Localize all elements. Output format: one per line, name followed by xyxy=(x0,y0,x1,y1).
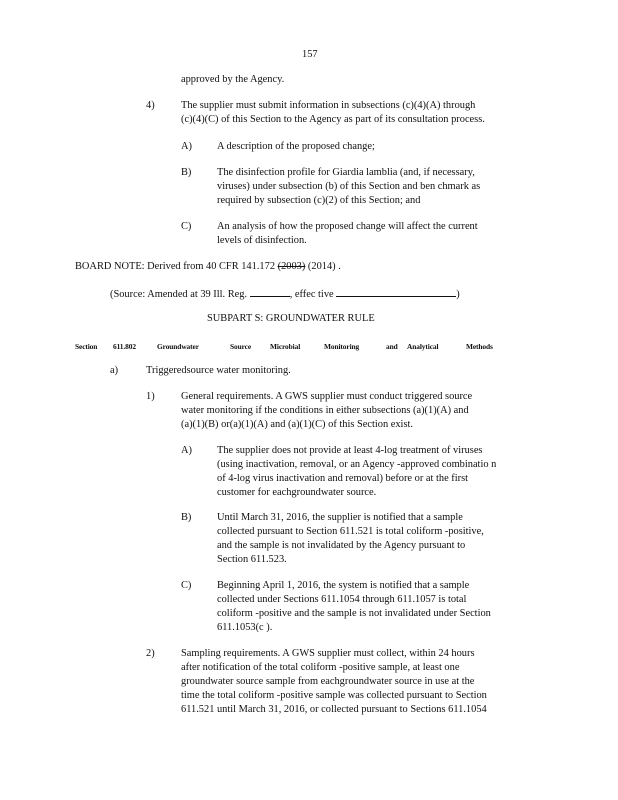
text-line: Section 611.523. xyxy=(217,554,287,565)
text-line: coliform -positive and the sample is not invalidated under Section xyxy=(217,608,491,619)
board-note xyxy=(75,260,341,274)
text-line: Until March 31, 2016, the supplier is notified that a sample xyxy=(217,512,463,523)
source-text: (Source: Amended at 39 Ill. Reg. xyxy=(110,289,248,300)
text-line: The supplier does not provide at least 4-log treatment of viruses xyxy=(217,445,483,456)
text-line: (a)(1)(B) or(a)(1)(A) and (a)(1)(C) of this Section exist. xyxy=(181,419,413,430)
struck-text: (2003) xyxy=(277,261,306,272)
item-marker: 2) xyxy=(146,648,155,659)
text-line: (using inactivation, removal, or an Agency -approved combinatio n xyxy=(217,459,497,470)
text-line: The disinfection profile for Giardia lamblia (and, if necessary, xyxy=(217,167,475,178)
item-marker: B) xyxy=(181,167,192,178)
item-marker: 1) xyxy=(146,391,155,402)
item-marker: C) xyxy=(181,221,192,232)
item-marker: B) xyxy=(181,512,192,523)
text-line: The supplier must submit information in subsections (c)(4)(A) through xyxy=(181,100,476,111)
item-marker: A) xyxy=(181,141,192,152)
section-heading-word: Section xyxy=(75,342,98,351)
section-heading-word: Monitoring xyxy=(324,342,360,351)
text-line: General requirements. A GWS supplier must conduct triggered source xyxy=(181,391,473,402)
section-heading-word: Groundwater xyxy=(157,342,199,351)
source-close: ) xyxy=(456,289,460,300)
text-line: A description of the proposed change; xyxy=(217,141,375,152)
source-effective: , effec tive xyxy=(289,289,334,300)
text-line: required by subsection (c)(2) of this Section; and xyxy=(217,195,421,206)
item-marker: A) xyxy=(181,445,192,456)
text-line: time the total coliform -positive sample was collected pursuant to Section xyxy=(181,690,487,701)
blank-underline xyxy=(250,286,290,297)
text-line: after notification of the total coliform -positive sample, at least one xyxy=(181,662,460,673)
text-line: and the sample is not invalidated by the Agency pursuant to xyxy=(217,540,466,551)
text-line: water monitoring if the conditions in either subsections (a)(1)(A) and xyxy=(181,405,469,416)
blank-underline xyxy=(336,286,456,297)
section-heading-word: and xyxy=(386,342,398,351)
text-line: An analysis of how the proposed change will affect the current xyxy=(217,221,478,232)
text-line: groundwater source sample from eachgroundwater source in use at the xyxy=(181,676,475,687)
text-line: 611.1053(c ). xyxy=(217,622,273,633)
text-line: approved by the Agency. xyxy=(181,74,285,85)
page-number: 157 xyxy=(302,49,318,60)
item-marker: 4) xyxy=(146,100,155,111)
item-marker: a) xyxy=(110,365,119,376)
board-note-text: BOARD NOTE: Derived from 40 CFR 141.172 xyxy=(75,261,278,272)
section-heading-word: Source xyxy=(230,342,252,351)
text-line: of 4-log virus inactivation and removal) before or at the first xyxy=(217,473,469,484)
section-heading-word: Methods xyxy=(466,342,493,351)
section-heading-word: Microbial xyxy=(270,342,301,351)
text-line: collected pursuant to Section 611.521 is total coliform -positive, xyxy=(217,526,484,537)
section-heading-word: Analytical xyxy=(407,342,439,351)
item-marker: C) xyxy=(181,580,192,591)
text-line: levels of disinfection. xyxy=(217,235,307,246)
source-note xyxy=(110,286,460,302)
text-line: 611.521 until March 31, 2016, or collected pursuant to Sections 611.1054 xyxy=(181,704,487,715)
text-line: viruses) under subsection (b) of this Section and ben chmark as xyxy=(217,181,481,192)
text-line: customer for eachgroundwater source. xyxy=(217,487,377,498)
text-line: Triggeredsource water monitoring. xyxy=(146,365,291,376)
text-line: Beginning April 1, 2016, the system is notified that a sample xyxy=(217,580,470,591)
subpart-heading: SUBPART S: GROUNDWATER RULE xyxy=(207,313,375,324)
text-line: collected under Sections 611.1054 through 611.1057 is total xyxy=(217,594,467,605)
section-heading-word: 611.802 xyxy=(113,342,136,351)
board-note-suffix: (2014) . xyxy=(305,261,341,272)
text-line: (c)(4)(C) of this Section to the Agency as part of its consultation process. xyxy=(181,114,485,125)
text-line: Sampling requirements. A GWS supplier must collect, within 24 hours xyxy=(181,648,475,659)
